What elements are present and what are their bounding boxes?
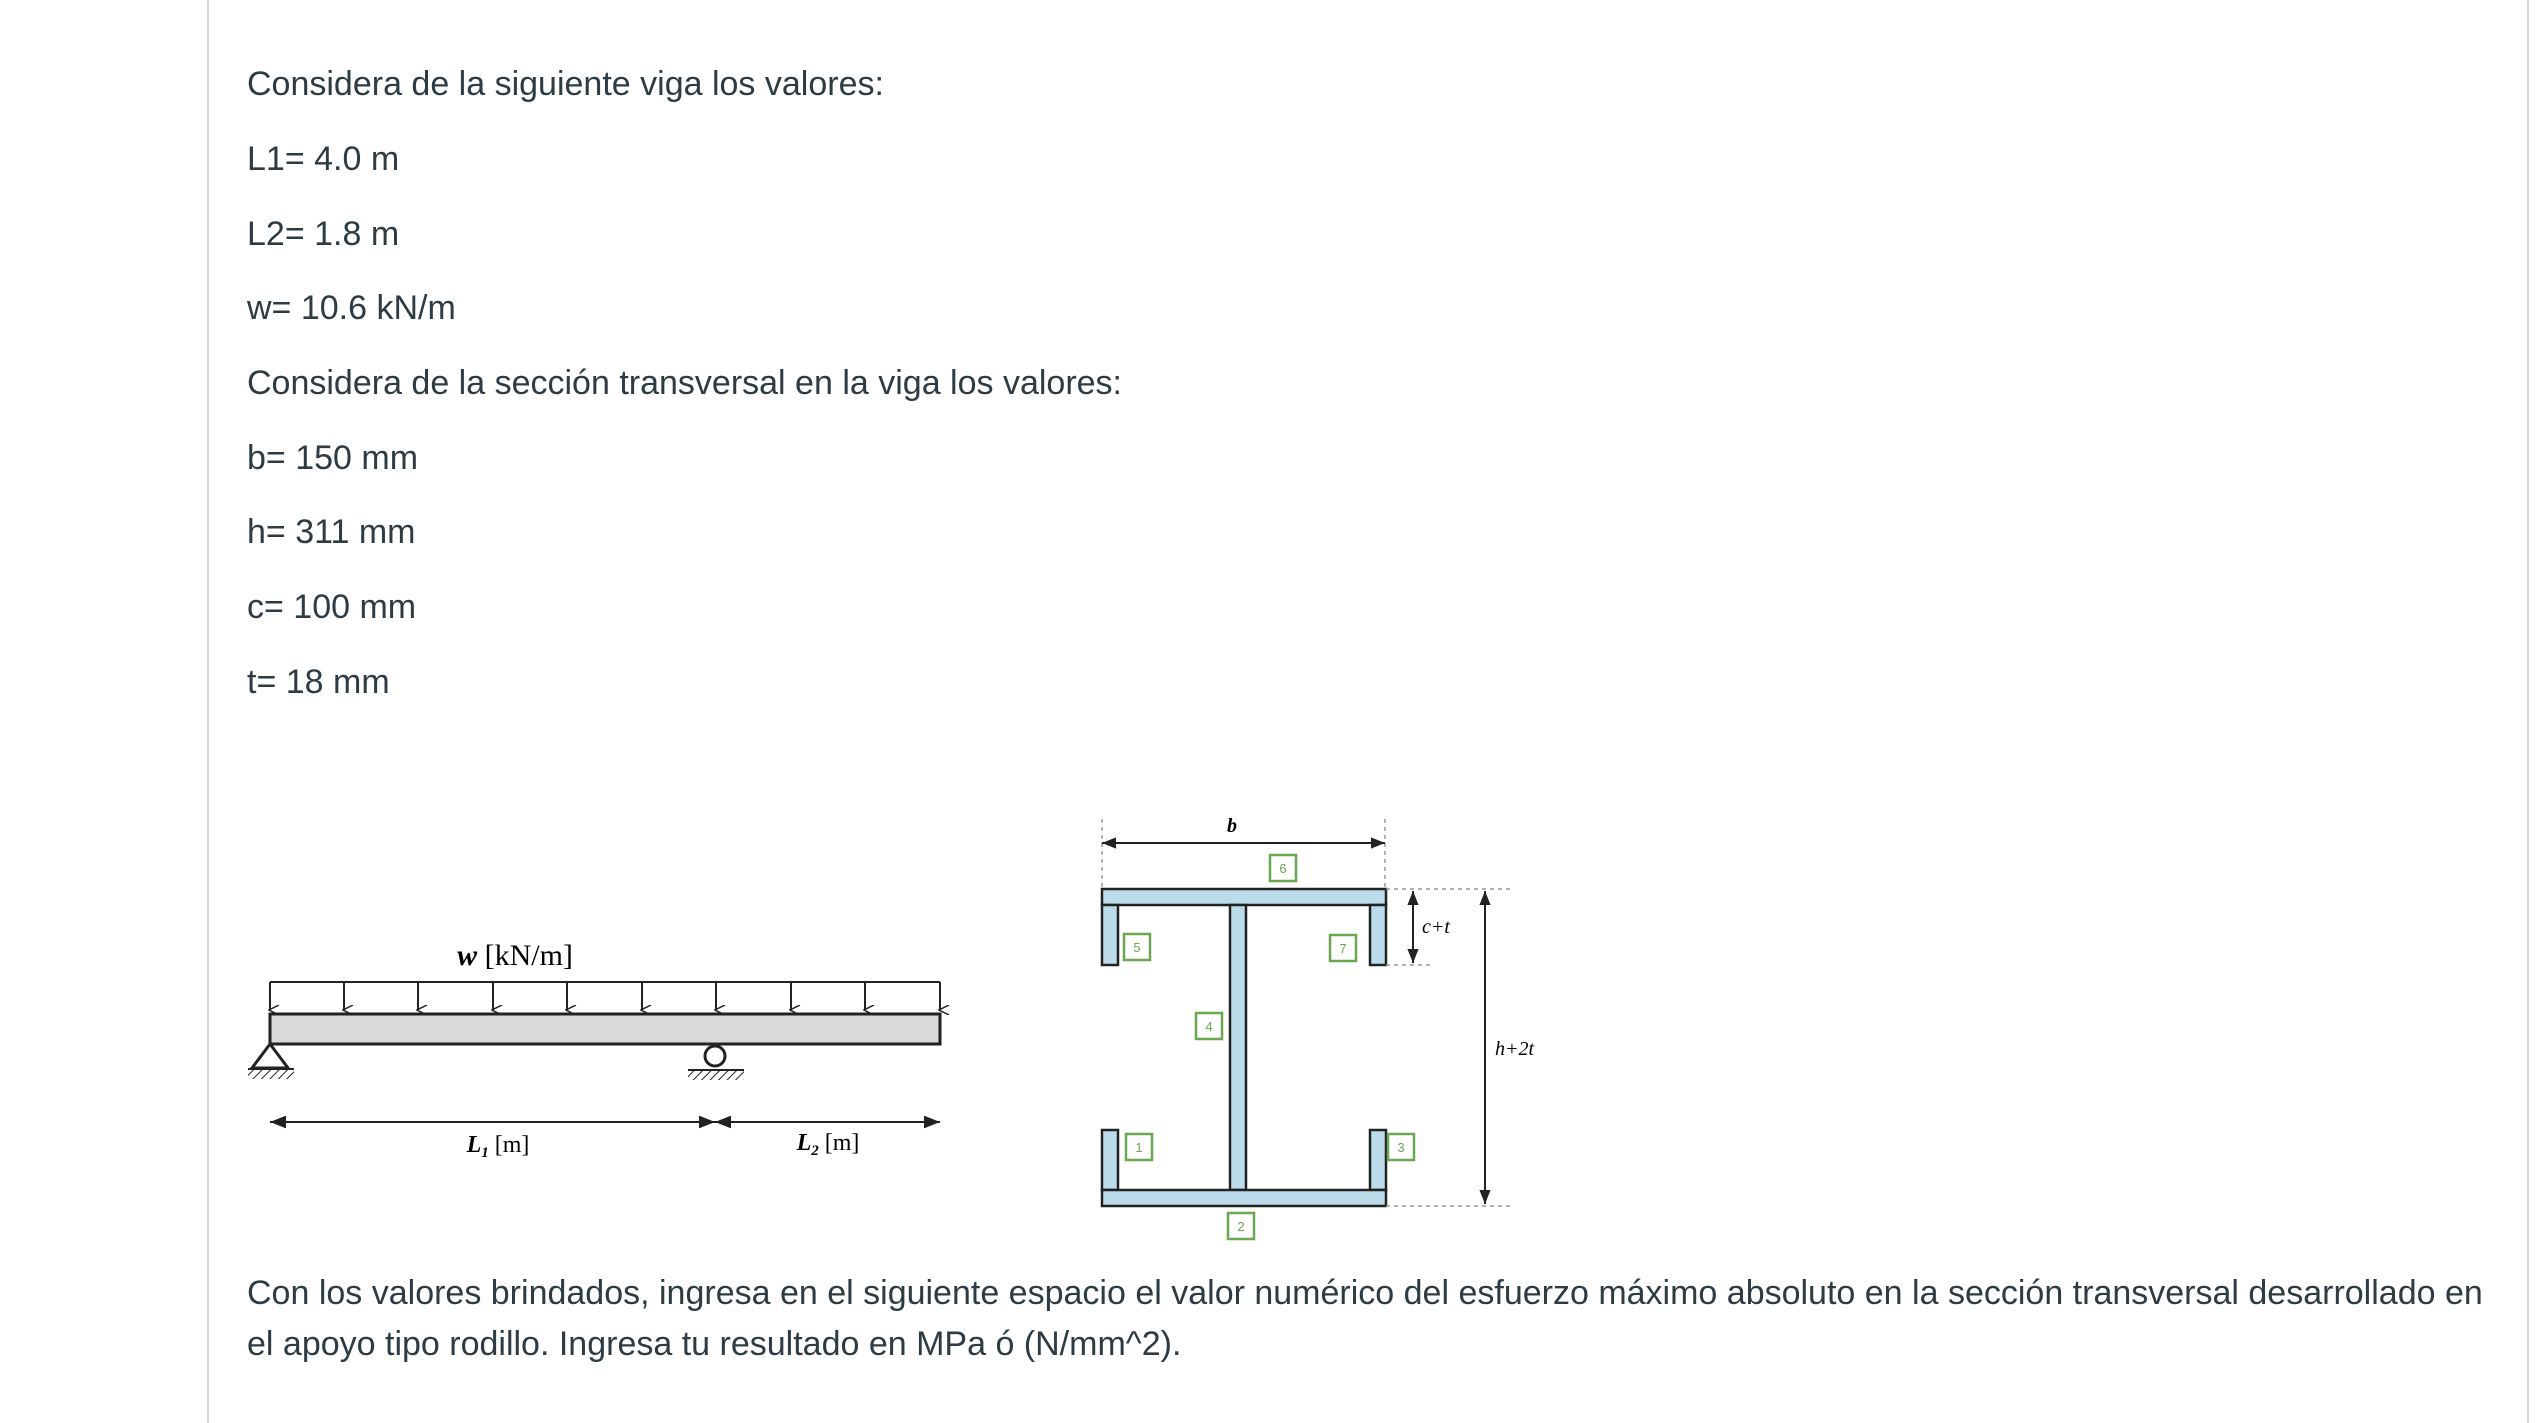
load-label: w [kN/m]	[457, 939, 573, 972]
roller-support	[688, 1046, 744, 1080]
point-marker-1	[1126, 1134, 1152, 1160]
svg-text:1: 1	[1135, 1140, 1143, 1155]
svg-text:2: 2	[1237, 1219, 1245, 1234]
pin-support	[248, 1044, 294, 1079]
value-h: h= 311 mm	[247, 513, 416, 551]
value-l2: L2= 1.8 m	[247, 215, 400, 253]
right-border	[2527, 0, 2529, 1423]
span2-label: $L_2$ [m]	[796, 1130, 860, 1159]
point-marker-2	[1228, 1213, 1254, 1239]
beam-diagram	[240, 930, 960, 1170]
width-label: b	[1227, 815, 1237, 837]
intro-text: Considera de la siguiente viga los valores:	[247, 65, 884, 103]
width-dimension	[1102, 819, 1385, 889]
point-marker-5	[1124, 934, 1150, 960]
cross-section-diagram	[1090, 805, 1570, 1255]
point-marker-8	[1090, 804, 1091, 806]
point-marker-7	[1330, 935, 1356, 961]
value-l1: L1= 4.0 m	[247, 140, 400, 178]
section-intro-text: Considera de la sección transversal en la viga los valores:	[247, 364, 1123, 402]
point-marker-4	[1196, 1013, 1222, 1039]
svg-text:8: 8	[1090, 805, 1091, 806]
svg-text:3: 3	[1397, 1140, 1405, 1155]
svg-text:5: 5	[1133, 940, 1141, 955]
flange-label: c+t	[1422, 916, 1450, 938]
point-marker-6	[1270, 855, 1296, 881]
value-w: w= 10.6 kN/m	[247, 289, 456, 327]
question-text: Con los valores brindados, ingresa en el siguiente espacio el valor numérico del esfuerzo máximo absoluto en la sección transversal desarrollado en el apoyo tipo rodillo. Ingresa tu resultado en MPa ó (N/mm^2).	[247, 1274, 2483, 1363]
height-label: h+2t	[1495, 1038, 1535, 1060]
svg-text:7: 7	[1339, 941, 1347, 956]
svg-text:6: 6	[1279, 861, 1287, 876]
value-c: c= 100 mm	[247, 588, 417, 626]
value-b: b= 150 mm	[247, 439, 419, 477]
point-marker-3	[1388, 1134, 1414, 1160]
beam	[270, 1014, 940, 1044]
distributed-load	[270, 982, 940, 1010]
value-t: t= 18 mm	[247, 663, 390, 701]
svg-text:4: 4	[1205, 1019, 1213, 1034]
span1-label: $L_1$ [m]	[466, 1132, 530, 1161]
left-border	[207, 0, 209, 1423]
